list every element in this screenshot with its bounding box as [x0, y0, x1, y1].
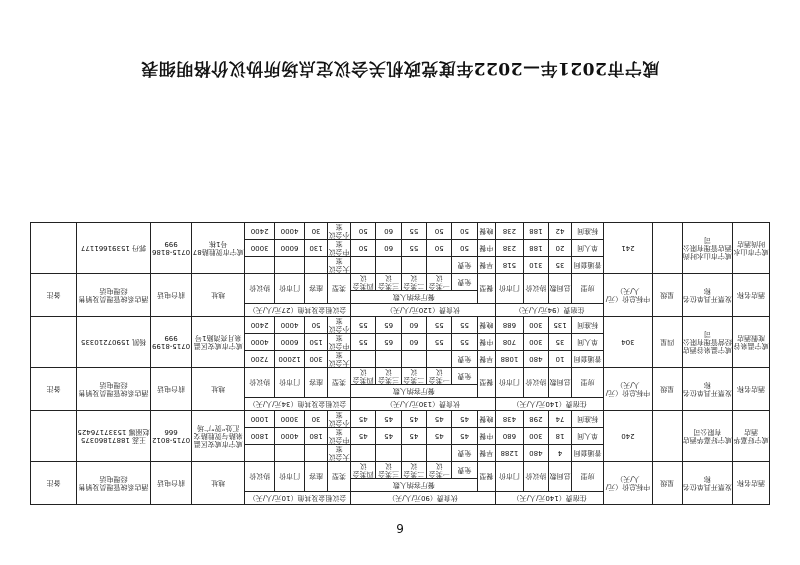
meal-price: 50: [452, 240, 477, 257]
meal-price: [427, 351, 452, 368]
col-star: 星级: [652, 274, 682, 317]
meal-type: 早餐: [477, 257, 495, 274]
col-room-count: 总间数: [549, 462, 572, 492]
venue-door-price: 4000: [275, 317, 305, 334]
col-cat3: 三类会议: [376, 274, 401, 291]
bid-unit: 咸宁市山水时尚酒店管理有限公司: [682, 223, 733, 274]
hotel-address: 咸宁市贺胜路87号1栋: [192, 223, 245, 274]
room-count: 42: [549, 223, 572, 240]
venue-label: 会议租金及其他（27元/人/天）: [245, 304, 351, 317]
col-venue-door: 门市价: [275, 368, 305, 398]
col-sales-contact: 酒店系统管理员及销售经理电话: [77, 274, 151, 317]
room-type: 标准间: [572, 411, 604, 428]
meal-price: 50: [351, 240, 376, 257]
venue-door-price: 6000: [275, 240, 305, 257]
venue-label: 会议租金及其他（34元/人/天）: [245, 398, 351, 411]
meal-price: [427, 257, 452, 274]
col-venue-agreed: 协议价: [245, 368, 275, 398]
col-door-price: 门市价: [496, 274, 524, 304]
meal-price: 50: [427, 223, 452, 240]
meal-price: [401, 445, 426, 462]
col-room-type: 房型: [572, 368, 604, 398]
col-seats: 座容: [305, 462, 328, 492]
meal-price: [376, 351, 401, 368]
meal-price: [351, 257, 376, 274]
meal-price: 55: [401, 223, 426, 240]
room-door-price: 680: [496, 428, 524, 445]
meal-price: [427, 445, 452, 462]
table-row: [31, 351, 770, 368]
meal-price: 45: [351, 428, 376, 445]
room-count: 10: [549, 351, 572, 368]
col-address: 地址: [192, 462, 245, 505]
meal-price: 60: [401, 334, 426, 351]
meal-type: 中餐: [477, 334, 495, 351]
room-type: 单人间: [572, 240, 604, 257]
meal-price: 55: [452, 334, 477, 351]
meal-price: 50: [452, 223, 477, 240]
col-cat2: 二类会议: [401, 368, 426, 385]
header-row: [31, 492, 770, 505]
meal-price: [401, 257, 426, 274]
venue-agreed-price: 7200: [245, 351, 275, 368]
room-type: 标准间: [572, 223, 604, 240]
room-agreed-price: 300: [523, 317, 548, 334]
venue-door-price: [275, 257, 305, 274]
col-cat4: 四类会议: [351, 462, 376, 479]
table-row: [31, 445, 770, 462]
venue-type: 大会议室: [328, 445, 350, 461]
col-room-count: 总间数: [549, 368, 572, 398]
venue-agreed-price: 2400: [245, 317, 275, 334]
room-agreed-price: 188: [523, 223, 548, 240]
meal-price: 45: [452, 428, 477, 445]
col-front-desk: 前台电话: [150, 368, 191, 411]
sales-contact: 郭丹 15391661177: [77, 223, 151, 274]
remarks: [31, 223, 77, 274]
room-agreed-price: 480: [523, 351, 548, 368]
venue-seats: 180: [305, 428, 328, 445]
meal-price: 55: [452, 317, 477, 334]
col-free: 免费: [452, 368, 477, 385]
col-seats: 座容: [305, 274, 328, 304]
room-agreed-price: 300: [523, 428, 548, 445]
meal-price: 55: [427, 317, 452, 334]
room-door-price: 688: [496, 317, 524, 334]
page-number: 6: [396, 521, 404, 535]
col-cat1: 一类会议: [427, 462, 452, 479]
col-venue-type: 类型: [328, 274, 351, 304]
col-bid-unit: 发票开具单位名称: [682, 462, 733, 505]
meal-price: [351, 351, 376, 368]
col-cat4: 四类会议: [351, 368, 376, 385]
meal-label: 伙食费（90元/人/天）: [351, 492, 496, 505]
remarks: [31, 317, 77, 368]
col-cat3: 三类会议: [376, 368, 401, 385]
room-count: 135: [549, 317, 572, 334]
sales-contact: 杨凯 15907210335: [77, 317, 151, 368]
venue-agreed-price: 1800: [245, 428, 275, 445]
price-table: [30, 222, 770, 505]
total-price: 241: [604, 223, 652, 274]
star-rating: 四星: [652, 317, 682, 368]
room-door-price: 1088: [496, 351, 524, 368]
meal-price: 免费: [452, 351, 477, 368]
meal-price: 65: [376, 317, 401, 334]
front-desk-phone: 0715-8012666: [150, 411, 191, 462]
room-type: 普通套间: [572, 257, 604, 274]
col-remarks: 备注: [31, 274, 77, 317]
meal-type: 早餐: [477, 445, 495, 462]
col-total-price: 中标总价（元/人/天）: [604, 368, 652, 411]
meal-price: [376, 257, 401, 274]
col-front-desk: 前台电话: [150, 462, 191, 505]
col-seats: 座容: [305, 368, 328, 398]
venue-door-price: 3000: [275, 411, 305, 428]
document-title: 咸宁市2021年—2022年度党政机关会议定点场所协议价格明细表: [140, 58, 660, 78]
col-address: 地址: [192, 368, 245, 411]
meal-price: 60: [376, 240, 401, 257]
venue-door-price: 4000: [275, 223, 305, 240]
col-meal-type: 餐型: [477, 462, 495, 492]
hotel-name: 咸宁好嘉华酒店: [733, 411, 770, 462]
venue-type: 中会议室: [328, 240, 350, 256]
venue-seats: 30: [305, 223, 328, 240]
front-desk-phone: 0715-8186999: [150, 223, 191, 274]
room-agreed-price: 188: [523, 240, 548, 257]
venue-agreed-price: [245, 445, 275, 462]
meal-price: 45: [401, 411, 426, 428]
col-hotel-name: 酒店名称: [733, 274, 770, 317]
meal-price: 60: [376, 223, 401, 240]
room-count: 74: [549, 411, 572, 428]
col-remarks: 备注: [31, 368, 77, 411]
lodging-label: 住宿费（94元/人/天）: [496, 304, 604, 317]
meal-price: 45: [427, 411, 452, 428]
bid-unit: 咸宁温泉谷酒店经营管理有限公司: [682, 317, 733, 368]
col-cat2: 二类会议: [401, 462, 426, 479]
total-price: 240: [604, 411, 652, 462]
meal-price: 55: [427, 334, 452, 351]
header-row: [31, 398, 770, 411]
hotel-name: 咸宁温泉谷度假酒店: [733, 317, 770, 368]
star-rating: [652, 223, 682, 274]
col-hotel-name: 酒店名称: [733, 462, 770, 505]
col-door-price: 门市价: [496, 368, 524, 398]
hotel-name: 咸宁市山水时尚酒店: [733, 223, 770, 274]
lodging-label: 住宿费（140元/人/天）: [496, 398, 604, 411]
venue-agreed-price: 4000: [245, 334, 275, 351]
room-type: 普通套间: [572, 445, 604, 462]
col-front-desk: 前台电话: [150, 274, 191, 317]
venue-type: 大会议室: [328, 257, 350, 273]
venue-seats: 300: [305, 351, 328, 368]
col-agreed-price: 协议价: [523, 368, 548, 398]
venue-type: 大会议室: [328, 351, 350, 367]
venue-seats: 130: [305, 240, 328, 257]
venue-seats: 50: [305, 317, 328, 334]
venue-agreed-price: 2400: [245, 223, 275, 240]
room-count: 35: [549, 257, 572, 274]
meal-price: 60: [401, 317, 426, 334]
room-door-price: 438: [496, 411, 524, 428]
table-body: [31, 223, 770, 505]
bid-unit: 咸宁好嘉华酒店有限公司: [682, 411, 733, 462]
meal-type: 晚餐: [477, 223, 495, 240]
room-door-price: 1288: [496, 445, 524, 462]
meal-label: 伙食费（130元/人/天）: [351, 398, 496, 411]
venue-type: 小会议室: [328, 411, 350, 427]
col-free: 免费: [452, 274, 477, 291]
col-total-price: 中标总价（元/人/天）: [604, 274, 652, 317]
col-sales-contact: 酒店系统管理员及销售经理电话: [77, 368, 151, 411]
col-catering-group: 餐厅容纳人数: [351, 479, 478, 492]
venue-door-price: [275, 445, 305, 462]
meal-price: [351, 445, 376, 462]
header-row: [31, 304, 770, 317]
col-catering-group: 餐厅容纳人数: [351, 291, 478, 304]
meal-price: 45: [351, 411, 376, 428]
remarks: [31, 411, 77, 462]
room-agreed-price: 480: [523, 445, 548, 462]
col-room-count: 总间数: [549, 274, 572, 304]
star-rating: [652, 411, 682, 462]
col-cat1: 一类会议: [427, 368, 452, 385]
room-door-price: 238: [496, 223, 524, 240]
col-venue-door: 门市价: [275, 462, 305, 492]
venue-agreed-price: [245, 257, 275, 274]
col-meal-type: 餐型: [477, 274, 495, 304]
meal-price: 55: [351, 334, 376, 351]
meal-type: 中餐: [477, 428, 495, 445]
meal-type: 晚餐: [477, 411, 495, 428]
col-venue-agreed: 协议价: [245, 462, 275, 492]
col-venue-type: 类型: [328, 462, 351, 492]
venue-type: 中会议室: [328, 334, 350, 350]
hotel-address: 咸宁市咸安区温泉路与贺胜路交汇处“贺”广场: [192, 411, 245, 462]
room-agreed-price: 298: [523, 411, 548, 428]
hotel-address: 咸宁市咸安区温泉月亮湾路1号: [192, 317, 245, 368]
venue-door-price: 6000: [275, 334, 305, 351]
front-desk-phone: 0715-8199999: [150, 317, 191, 368]
col-cat2: 二类会议: [401, 274, 426, 291]
room-count: 35: [549, 334, 572, 351]
room-count: 4: [549, 445, 572, 462]
col-room-type: 房型: [572, 462, 604, 492]
venue-agreed-price: 1000: [245, 411, 275, 428]
meal-price: [376, 445, 401, 462]
venue-seats: 150: [305, 334, 328, 351]
col-free: 免费: [452, 462, 477, 479]
meal-price: 50: [427, 240, 452, 257]
room-type: 单人间: [572, 334, 604, 351]
meal-price: 45: [376, 428, 401, 445]
meal-type: 晚餐: [477, 317, 495, 334]
venue-seats: [305, 445, 328, 462]
table-row: [31, 257, 770, 274]
meal-price: [401, 351, 426, 368]
col-remarks: 备注: [31, 462, 77, 505]
meal-type: 中餐: [477, 240, 495, 257]
venue-type: 小会议室: [328, 223, 350, 239]
col-hotel-name: 酒店名称: [733, 368, 770, 411]
meal-price: 65: [376, 334, 401, 351]
room-agreed-price: 300: [523, 334, 548, 351]
meal-price: 55: [401, 240, 426, 257]
col-sales-contact: 酒店系统管理员及销售经理电话: [77, 462, 151, 505]
col-total-price: 中标总价（元/人/天）: [604, 462, 652, 505]
sales-contact: 王蕊 18871860375 赵丽娜 15337176425: [77, 411, 151, 462]
room-type: 单人间: [572, 428, 604, 445]
col-venue-door: 门市价: [275, 274, 305, 304]
room-door-price: 518: [496, 257, 524, 274]
venue-seats: 30: [305, 411, 328, 428]
venue-label: 会议租金及其他（10元/人/天）: [245, 492, 351, 505]
col-room-type: 房型: [572, 274, 604, 304]
meal-price: 免费: [452, 445, 477, 462]
meal-price: 45: [427, 428, 452, 445]
room-type: 标准间: [572, 317, 604, 334]
meal-label: 伙食费（120元/人/天）: [351, 304, 496, 317]
meal-price: 45: [401, 428, 426, 445]
venue-seats: [305, 257, 328, 274]
col-venue-agreed: 协议价: [245, 274, 275, 304]
room-door-price: 238: [496, 240, 524, 257]
col-address: 地址: [192, 274, 245, 317]
col-bid-unit: 发票开具单位名称: [682, 368, 733, 411]
col-venue-type: 类型: [328, 368, 351, 398]
col-catering-group: 餐厅容纳人数: [351, 385, 478, 398]
col-cat1: 一类会议: [427, 274, 452, 291]
room-count: 20: [549, 240, 572, 257]
venue-type: 小会议室: [328, 317, 350, 333]
venue-door-price: 12000: [275, 351, 305, 368]
room-door-price: 708: [496, 334, 524, 351]
meal-type: 早餐: [477, 351, 495, 368]
col-cat3: 三类会议: [376, 462, 401, 479]
room-type: 普通套间: [572, 351, 604, 368]
venue-type: 中会议室: [328, 428, 350, 444]
venue-door-price: 4000: [275, 428, 305, 445]
venue-agreed-price: 3000: [245, 240, 275, 257]
col-door-price: 门市价: [496, 462, 524, 492]
meal-price: 45: [376, 411, 401, 428]
col-agreed-price: 协议价: [523, 462, 548, 492]
col-agreed-price: 协议价: [523, 274, 548, 304]
col-bid-unit: 发票开具单位名称: [682, 274, 733, 317]
col-meal-type: 餐型: [477, 368, 495, 398]
meal-price: 55: [351, 317, 376, 334]
meal-price: 50: [351, 223, 376, 240]
col-star: 星级: [652, 368, 682, 411]
col-cat4: 四类会议: [351, 274, 376, 291]
room-count: 18: [549, 428, 572, 445]
lodging-label: 住宿费（140元/人/天）: [496, 492, 604, 505]
room-agreed-price: 310: [523, 257, 548, 274]
total-price: 304: [604, 317, 652, 368]
col-star: 星级: [652, 462, 682, 505]
meal-price: 免费: [452, 257, 477, 274]
meal-price: 45: [452, 411, 477, 428]
